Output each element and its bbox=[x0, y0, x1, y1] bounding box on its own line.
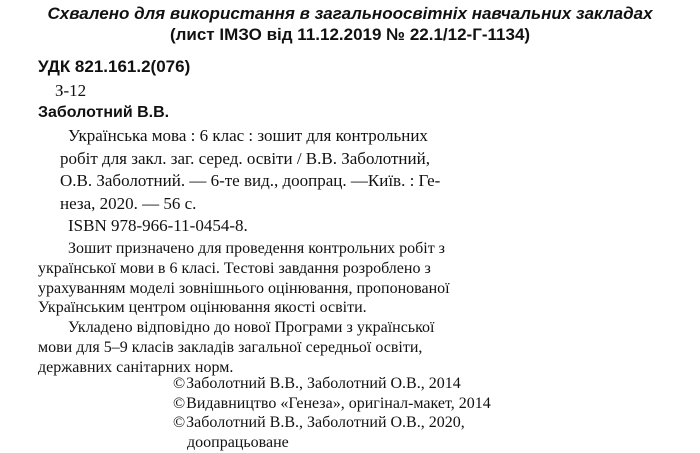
biblio-line: О.В. Заболотний. — 6-те вид., доопрац. —Київ. : Ге- bbox=[60, 171, 441, 190]
copyright-icon: © bbox=[173, 414, 186, 432]
approval-notice bbox=[0, 3, 700, 45]
isbn: ISBN 978-966-11-0454-8. bbox=[68, 216, 248, 235]
copyright-line bbox=[173, 374, 491, 394]
biblio-line: Українська мова : 6 клас : зошит для контрольних bbox=[68, 126, 428, 145]
copyright-continuation: доопрацьоване bbox=[187, 433, 289, 451]
approval-line-1: Схвалено для використання в загальноосвітніх навчальних закладах bbox=[47, 4, 653, 23]
copyright-line bbox=[173, 394, 491, 414]
annotation-line: урахуванням моделі зовнішнього оцінювання, пропонованої bbox=[38, 279, 450, 297]
copyright-text: Заболотний В.В., Заболотний О.В., 2014 bbox=[186, 375, 461, 392]
biblio-line: неза, 2020. — 56 с. bbox=[60, 193, 197, 213]
copyright-line bbox=[173, 413, 491, 433]
udk-code: УДК 821.161.2(076) bbox=[38, 57, 191, 76]
annotation-line: Укладено відповідно до нової Програми з української bbox=[68, 319, 435, 337]
copyright-text: Видавництво «Генеза», оригінал-макет, 2014 bbox=[186, 394, 491, 412]
annotation-line: Українським центром оцінювання якості освіти. bbox=[38, 299, 367, 317]
annotation-line: української мови в 6 класі. Тестові завдання розроблено з bbox=[38, 259, 431, 277]
annotation-line: мови для 5–9 класів закладів загальної середньої освіти, bbox=[38, 338, 423, 356]
annotation-line: державних санітарних норм. bbox=[38, 358, 234, 376]
author-sign: З-12 bbox=[55, 81, 87, 100]
copyright-icon: © bbox=[173, 394, 186, 412]
bibliographic-description bbox=[60, 125, 628, 215]
copyright-block bbox=[173, 374, 491, 452]
approval-line-2: (лист ІМЗО від 11.12.2019 № 22.1/12-Г-1134) bbox=[169, 25, 531, 44]
annotation bbox=[38, 239, 668, 378]
annotation-line: Зошит призначено для проведення контрольних робіт з bbox=[68, 240, 445, 257]
author-heading: Заболотний В.В. bbox=[38, 104, 170, 121]
copyright-icon: © bbox=[173, 375, 186, 392]
biblio-line: робіт для закл. заг. серед. освіти / В.В. Заболотний, bbox=[60, 148, 430, 168]
copyright-text: Заболотний В.В., Заболотний О.В., 2020, bbox=[186, 414, 465, 432]
